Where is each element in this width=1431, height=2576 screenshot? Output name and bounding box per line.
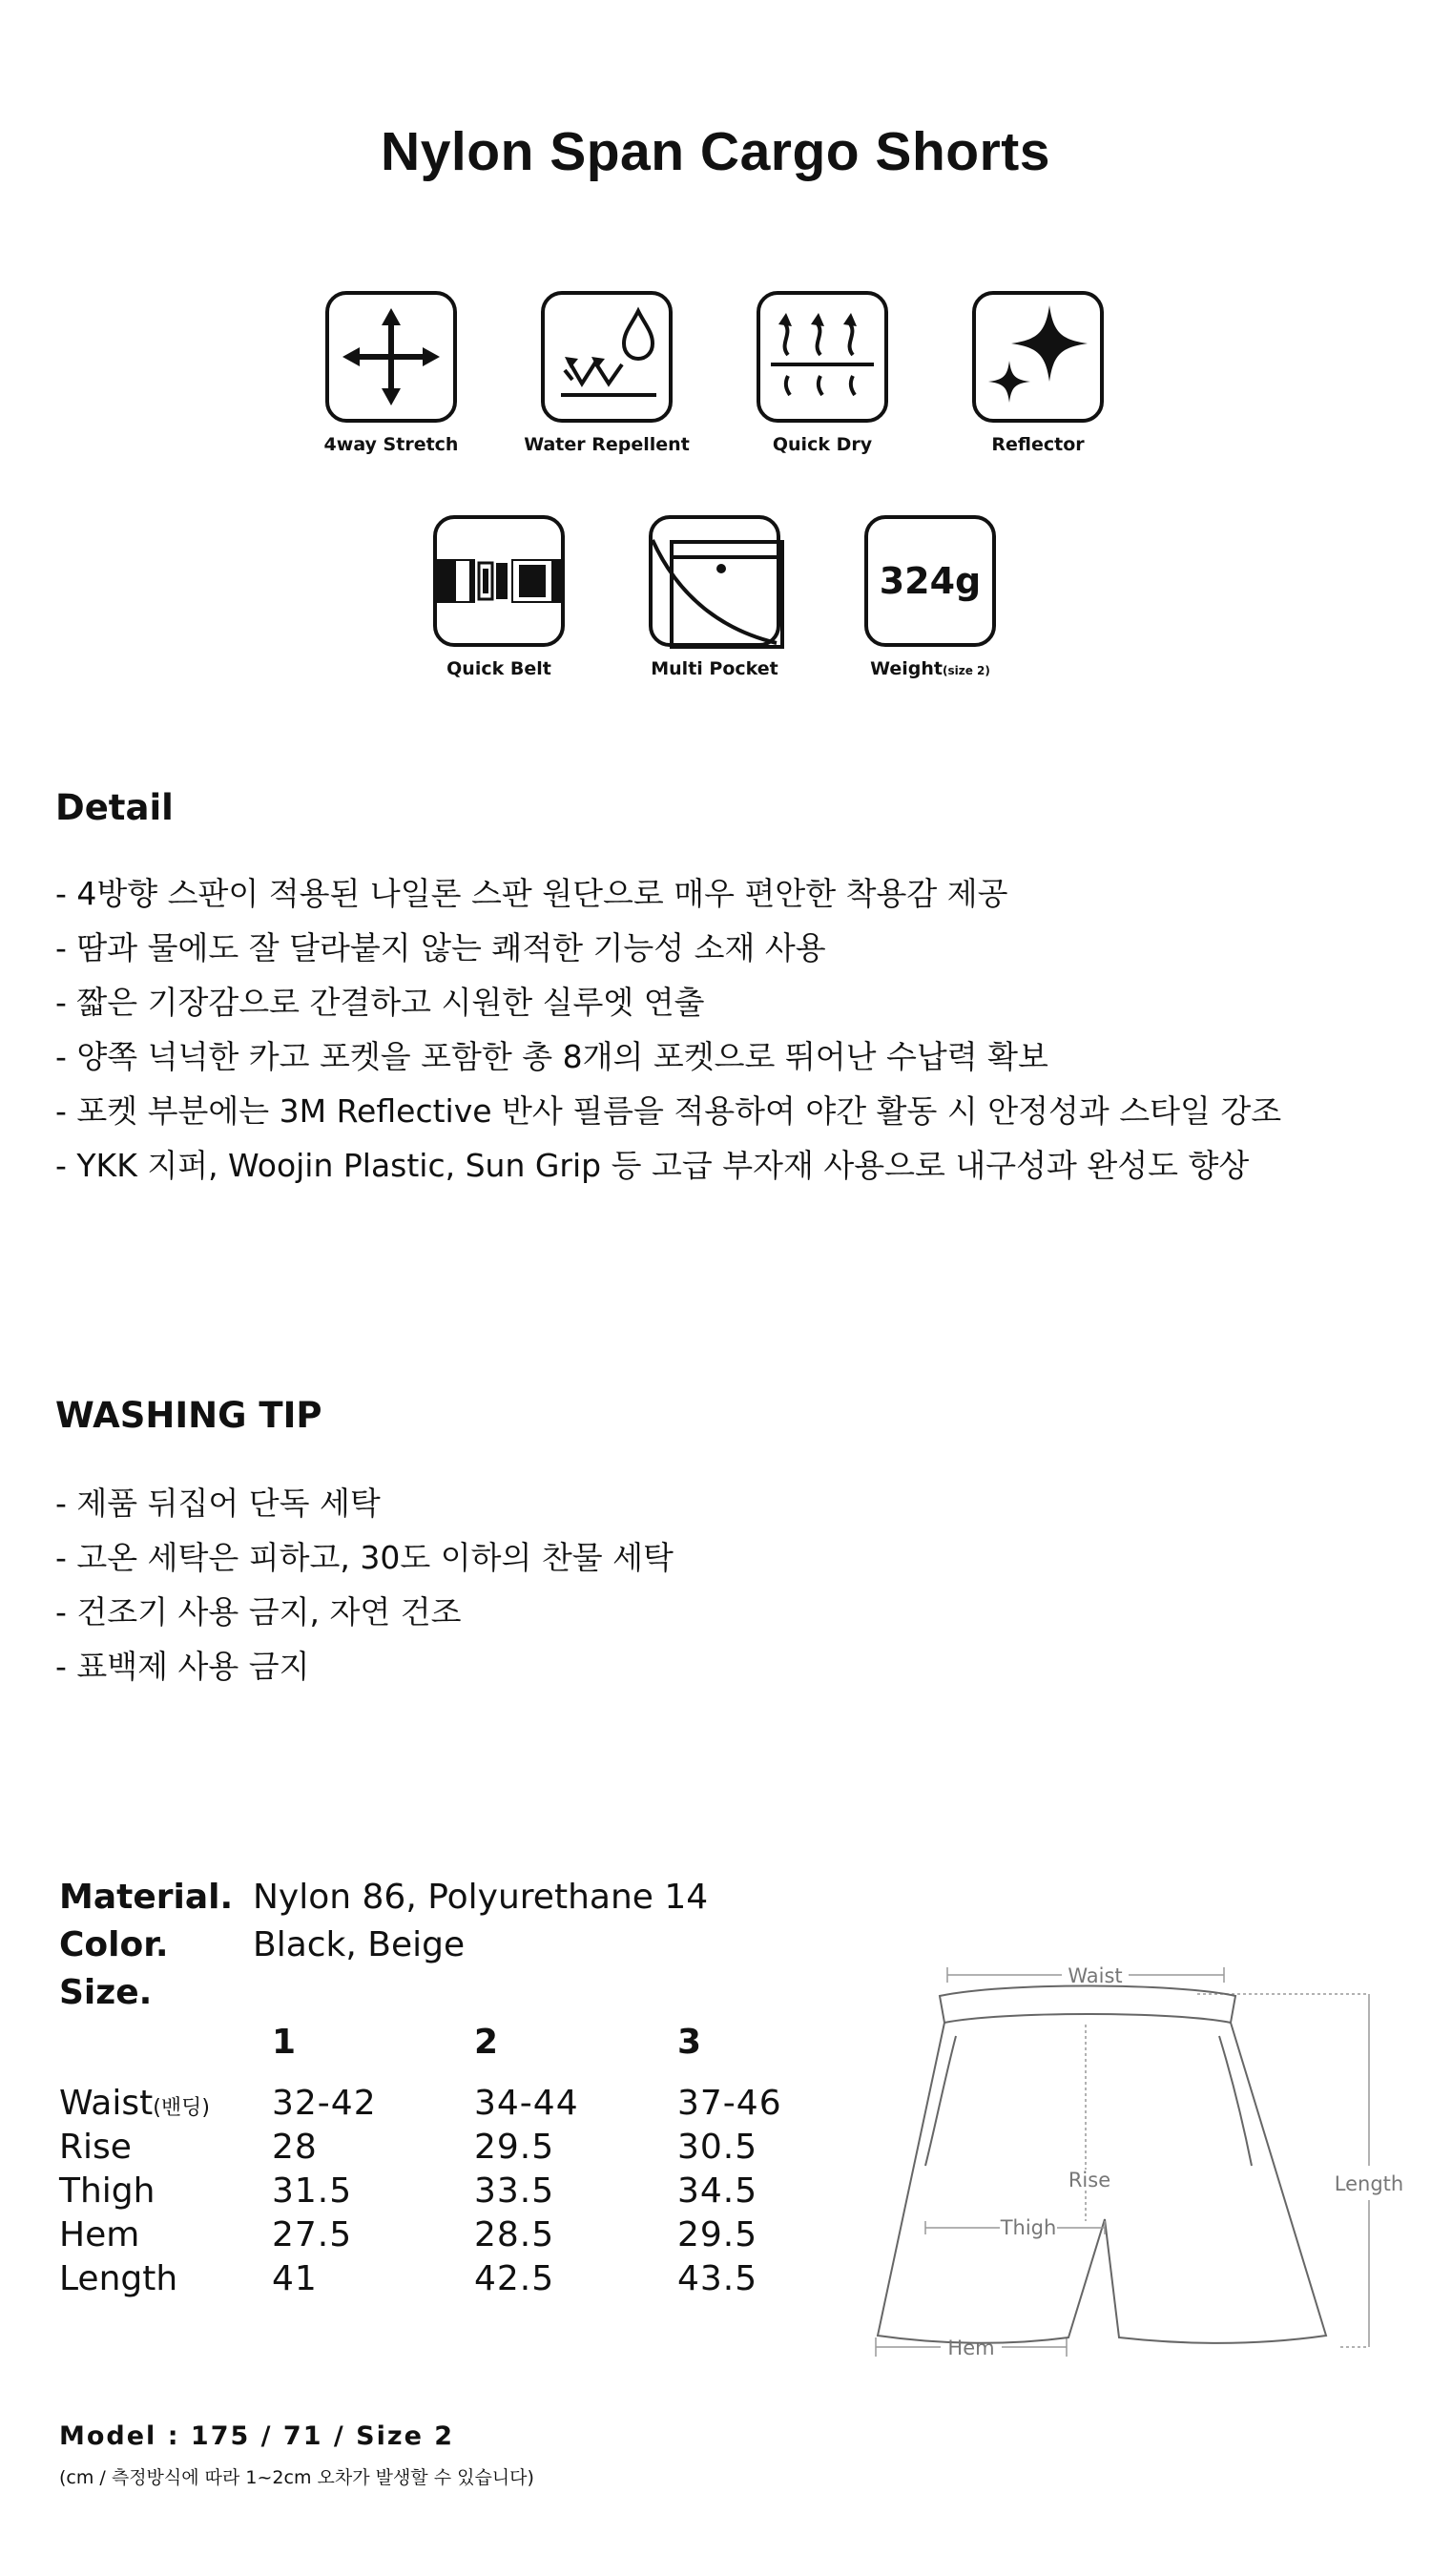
table-cell: 34.5 [677, 2171, 758, 2211]
feature-label: Water Repellent [524, 434, 690, 455]
list-item: - 땀과 물에도 잘 달라붙지 않는 쾌적한 기능성 소재 사용 [55, 929, 826, 966]
washing-list [55, 1476, 674, 1693]
product-title: Nylon Span Cargo Shorts [381, 121, 1050, 182]
washing-heading: WASHING TIP [55, 1395, 322, 1436]
feature-label [820, 658, 1040, 679]
feature-label: Quick Dry [772, 434, 873, 455]
model-info: Model : 175 / 71 / Size 2 [59, 2421, 455, 2451]
list-item: - 건조기 사용 금지, 자연 건조 [55, 1593, 462, 1631]
list-item: - YKK 지퍼, Woojin Plastic, Sun Grip 등 고급 부자재 사용으로 내구성과 완성도 향상 [55, 1147, 1250, 1184]
list-item: - 표백제 사용 금지 [55, 1648, 310, 1685]
table-cell: 29.5 [474, 2128, 555, 2167]
list-item: - 포켓 부분에는 3M Reflective 반사 필름을 적용하여 야간 활동 시 안정성과 스타일 강조 [55, 1092, 1282, 1130]
size-col-2: 2 [474, 2023, 499, 2062]
feature-water-repellent [497, 291, 716, 455]
shorts-measurement-diagram [859, 1937, 1404, 2376]
feature-label: Multi Pocket [651, 658, 778, 679]
table-cell: 37-46 [677, 2084, 782, 2123]
feature-label: Reflector [991, 434, 1085, 455]
size-label: Size. [59, 1973, 153, 2012]
color-label: Color. [59, 1925, 169, 1964]
row-label-rise: Rise [59, 2128, 132, 2167]
four-way-arrows-icon [325, 291, 457, 423]
table-cell: 41 [272, 2259, 318, 2298]
weight-label: Weight [870, 658, 943, 679]
table-cell: 43.5 [677, 2259, 758, 2298]
weight-box [864, 515, 996, 647]
row-label-length: Length [59, 2259, 178, 2298]
row-label-waist [59, 2084, 210, 2123]
weight-value: 324g [879, 560, 982, 602]
table-cell: 33.5 [474, 2171, 555, 2211]
size-col-1: 1 [272, 2023, 297, 2062]
feature-multi-pocket [605, 515, 824, 679]
table-cell: 34-44 [474, 2084, 579, 2123]
table-cell: 29.5 [677, 2215, 758, 2254]
feature-quick-dry [713, 291, 932, 455]
row-label-text: Waist [59, 2084, 154, 2123]
list-item: - 짧은 기장감으로 간결하고 시원한 실루엣 연출 [55, 984, 705, 1021]
table-cell: 42.5 [474, 2259, 555, 2298]
list-item: - 양쪽 넉넉한 카고 포켓을 포함한 총 8개의 포켓으로 뛰어난 수납력 확보 [55, 1038, 1048, 1075]
table-cell: 30.5 [677, 2128, 758, 2167]
table-cell: 32-42 [272, 2084, 377, 2123]
length-dimension-label: Length [1334, 2172, 1404, 2195]
table-cell: 28.5 [474, 2215, 555, 2254]
detail-heading: Detail [55, 787, 174, 828]
hem-dimension-label: Hem [947, 2337, 995, 2359]
feature-label: 4way Stretch [323, 434, 459, 455]
size-col-3: 3 [677, 2023, 702, 2062]
list-item: - 고온 세탁은 피하고, 30도 이하의 찬물 세탁 [55, 1539, 674, 1576]
weight-label-note: (size 2) [943, 664, 990, 677]
waist-dimension-label: Waist [1068, 1964, 1123, 1987]
rise-dimension-label: Rise [1068, 2169, 1111, 2192]
material-label: Material. [59, 1878, 234, 1917]
material-value: Nylon 86, Polyurethane 14 [253, 1878, 709, 1917]
steam-waves-icon [757, 291, 888, 423]
row-label-note: (밴딩) [153, 2096, 210, 2120]
pocket-icon [649, 515, 780, 647]
feature-4way-stretch [281, 291, 501, 455]
thigh-dimension-label: Thigh [1000, 2216, 1057, 2239]
row-label-thigh: Thigh [59, 2171, 156, 2211]
belt-buckle-icon [433, 515, 565, 647]
row-label-hem: Hem [59, 2215, 140, 2254]
list-item: - 4방향 스판이 적용된 나일론 스판 원단으로 매우 편안한 착용감 제공 [55, 875, 1008, 912]
feature-weight [820, 515, 1040, 679]
table-cell: 28 [272, 2128, 318, 2167]
measurement-note: (cm / 측정방식에 따라 1~2cm 오차가 발생할 수 있습니다) [59, 2467, 534, 2488]
sparkle-stars-icon [972, 291, 1104, 423]
feature-reflector [928, 291, 1148, 455]
list-item: - 제품 뒤집어 단독 세탁 [55, 1485, 381, 1522]
color-value: Black, Beige [253, 1925, 466, 1964]
table-cell: 31.5 [272, 2171, 353, 2211]
detail-list [55, 866, 1281, 1193]
feature-label: Quick Belt [446, 658, 551, 679]
table-cell: 27.5 [272, 2215, 353, 2254]
water-drop-icon [541, 291, 673, 423]
feature-quick-belt [389, 515, 609, 679]
